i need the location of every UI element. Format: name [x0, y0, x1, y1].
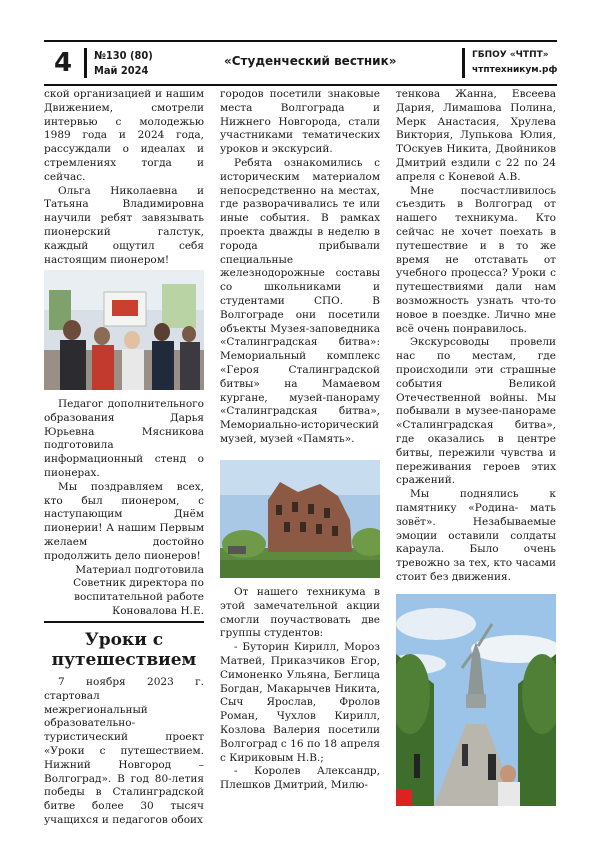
pioneer-class-photo — [44, 270, 204, 390]
paragraph: Ребята ознакомились с историческим материалом непосредственно на местах, где разворачивались те или иные события. В рамках проекта дважды в неделю в города прибывали специальные железнодорожные составы со школьниками и студентами СПО. В Волгограде они посетили объекты Музея-заповедника «Сталинградская битва»: Мемориальный комплекс «Героя Сталинградской битвы» на Мамаевом кургане, музей-панораму «Сталинградская битва», Мемориально-исторический музей, музей «Память». — [220, 156, 380, 445]
org-info — [472, 48, 557, 78]
page-header — [44, 40, 557, 86]
issue-info — [94, 48, 153, 78]
paragraph: тенкова Жанна, Евсеева Дария, Лимашова Полина, Мерк Анастасия, Хрулева Виктория, Лупькова Юлия, ТОскуев Никита, Двойников Дмитрий ездили с 22 по 24 апреля с Коневой А.В. — [396, 88, 556, 183]
author-signature: Материал подготовила Советник директора по воспитательной работе Коновалова Н.Е. — [73, 563, 204, 617]
org-site: чтптехникум.рф — [472, 65, 558, 75]
newspaper-title: «Студенческий вестник» — [224, 54, 397, 68]
paragraph: Мы поднялись к памятнику «Родина- мать зовёт». Незабываемые эмоции оставили солдаты караула. Было очень тревожно за тех, кто часами стоит без движения. — [396, 488, 556, 583]
page-number: 4 — [54, 48, 73, 78]
issue-date: Май 2024 — [94, 64, 149, 77]
paragraph: 7 ноября 2023 г. стартовал межрегиональный образовательно-туристический проект «Уроки с путешествием. Нижний Новгород – Волгоград». В год 80-летия победы в Сталинградской битве более 30 тысяч учащихся и педагогов обоих — [44, 676, 204, 826]
issue-number: №130 (80) — [94, 49, 153, 62]
header-divider-right — [462, 48, 465, 78]
paragraph: Мы поздравляем всех, кто был пионером, с наступающим Днём пионерии! А нашим Первым желаем достойно продолжить дело пионеров! — [44, 480, 204, 562]
column-1-top — [44, 88, 204, 267]
header-top-rule — [44, 40, 557, 42]
column-1-middle — [44, 398, 204, 619]
column-2-bottom — [220, 586, 380, 793]
section-rule — [44, 621, 204, 623]
paragraph: - Королев Александр, Плешков Дмитрий, Милю- — [220, 765, 380, 792]
paragraph: ской организацией и нашим Движением, смотрели интервью с молодежью 1989 года и 2024 года, рассуждали о идеалах и стремлениях тогда и сейчас. — [44, 88, 204, 183]
motherland-statue-photo — [396, 594, 556, 806]
header-divider — [84, 48, 87, 78]
paragraph: городов посетили знаковые места Волгограда и Нижнего Новгорода, стали участниками тематических уроков и экскурсий. — [220, 88, 380, 156]
paragraph: От нашего техникума в этой замечательной акции смогли поучаствовать две группы студентов: — [220, 586, 380, 640]
column-2-top — [220, 88, 380, 447]
header-bottom-rule — [44, 84, 557, 86]
paragraph: Мне посчастливилось съездить в Волгоград от нашего техникума. Кто сейчас не хочет поехать в путешествие и в то же время не отставать от учебного процесса? Уроки с путешествиями дали нам возможность узнать что-то новое в поездке. Лично мне всё очень понравилось. — [396, 184, 556, 335]
ruined-mill-photo — [220, 460, 380, 578]
paragraph: Экскурсоводы провели нас по местам, где происходили эти страшные события Великой Отечественной войны. Мы побывали в музее-панораме «Сталинградская битва», где оказались в центре битвы, пережили чувства и переживания героев этих сражений. — [396, 336, 556, 487]
paragraph: Ольга Николаевна и Татьяна Владимировна научили ребят завязывать пионерский галстук, каждый ощутил себя настоящим пионером! — [44, 184, 204, 266]
paragraph: - Буторин Кирилл, Мороз Матвей, Приказчиков Егор, Симоненко Ульяна, Беглица Богдан, Макарычев Никита, Сыч Ярослав, Фролов Роман, Чухлов Кирилл, Козлова Валерия посетили Волгоград с 16 по 18 апреля с Кириковым Н.В.; — [220, 641, 380, 764]
org-name: ГБПОУ «ЧТПТ» — [472, 50, 549, 60]
column-1-bottom — [44, 676, 204, 828]
column-3-top — [396, 88, 556, 585]
article-heading: Уроки с путешествием — [51, 630, 197, 670]
photo-caption: Педагог дополнительного образования Дарья Юрьевна Мясникова подготовила информационный стенд о пионерах. — [44, 398, 204, 479]
